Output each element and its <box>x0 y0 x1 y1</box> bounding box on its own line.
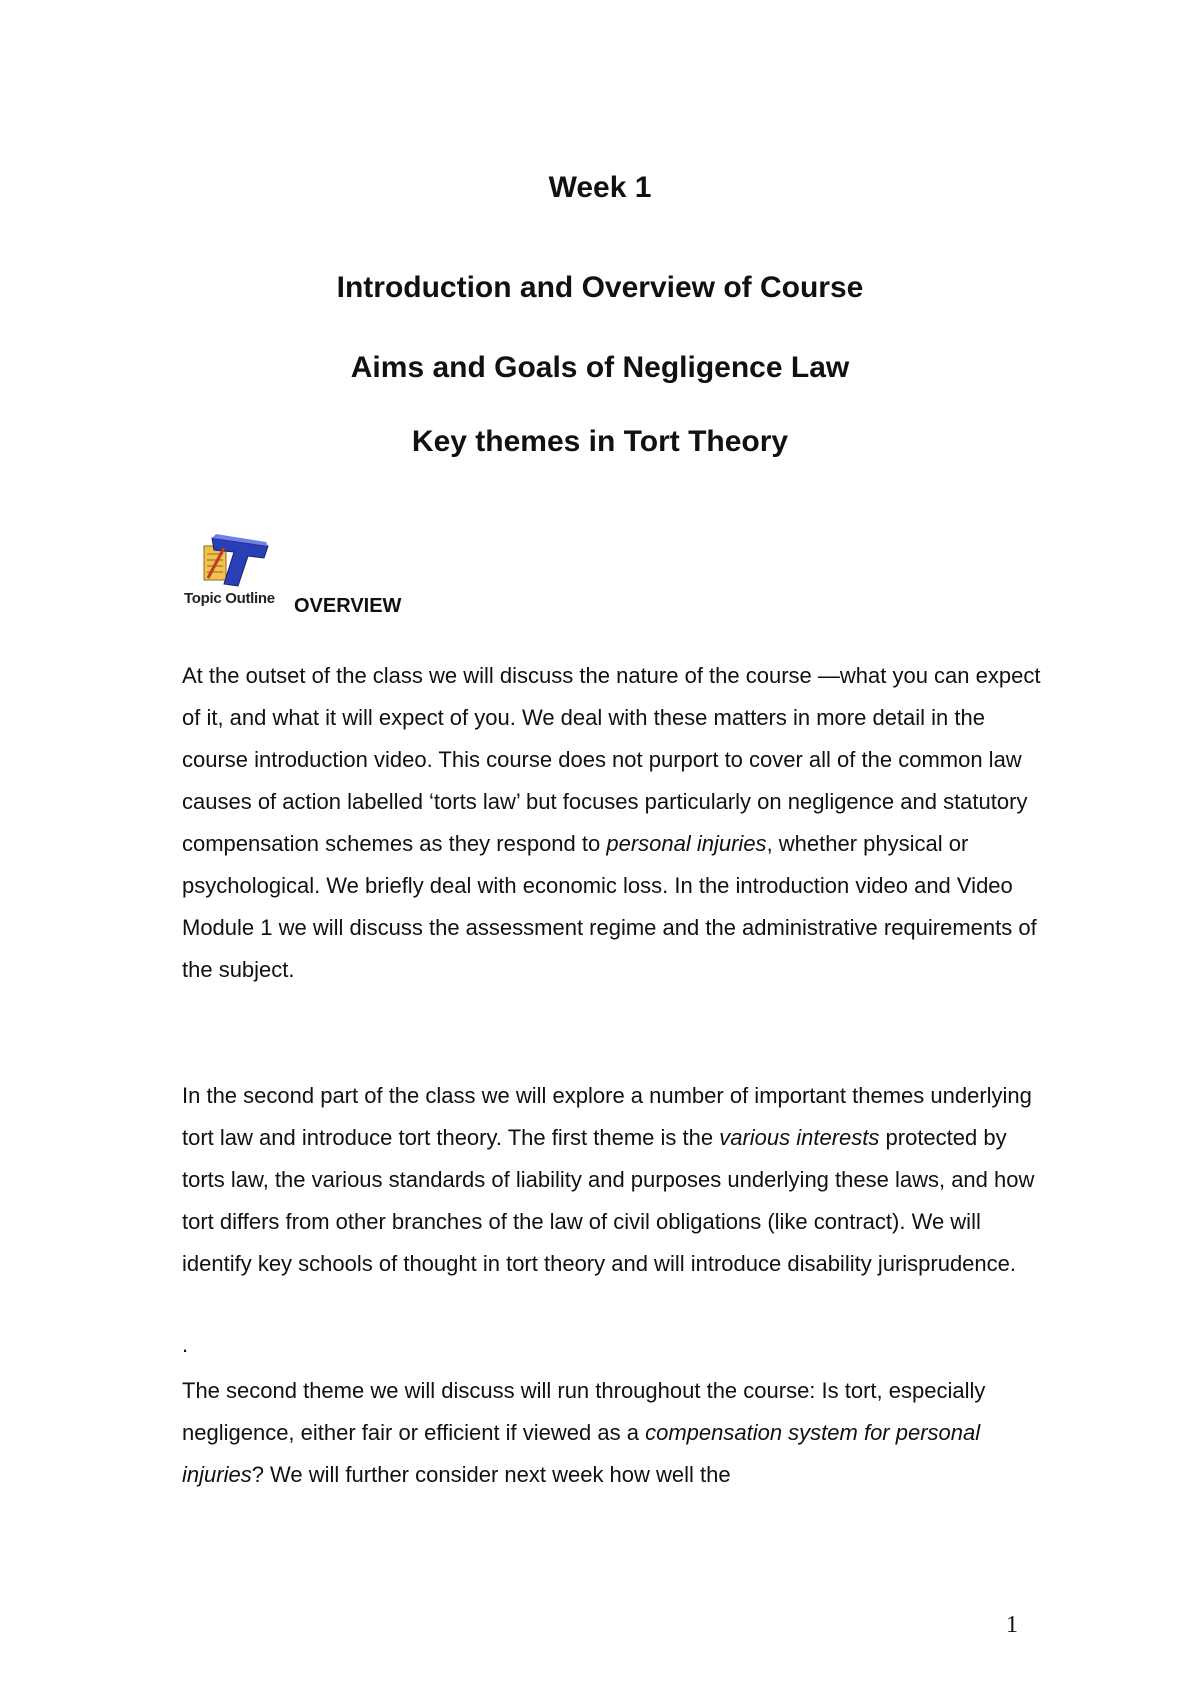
course-overview-heading: Introduction and Overview of Course <box>336 271 864 304</box>
tort-theory-heading: Key themes in Tort Theory <box>411 425 789 458</box>
topic-outline-logo <box>184 532 284 616</box>
paragraph-course-nature <box>182 655 1042 991</box>
paragraph-text: At the outset of the class we will discuss the nature of the course —what you can expect of it, and what it will expect of you. We deal with these matters in more detail in the course introduction video. This course does not purport to cover all of the common law causes of action labelled ‘torts law’ but focuses particularly on negligence and statutory compensation schemes as they respond to <box>182 663 1041 856</box>
paragraph-text: In the second part of the class we will explore a number of important themes underlying tort law and introduce tort theory. The first theme is the <box>182 1083 1032 1150</box>
overview-label: OVERVIEW <box>294 595 402 617</box>
emphasis-text: various interests <box>719 1125 880 1150</box>
emphasis-text: compensation system for personal injuries <box>182 1420 981 1487</box>
paragraph-text: , whether physical or psychological. We briefly deal with economic loss. In the introduction video and Video Module 1 we will discuss the assessment regime and the administrative requirements of the subject. <box>182 831 1037 982</box>
paragraph-text: ? We will further consider next week how well the <box>251 1462 731 1487</box>
paragraph-tort-themes <box>182 1075 1042 1285</box>
negligence-aims-heading: Aims and Goals of Negligence Law <box>350 351 850 384</box>
topic-outline-label: Topic Outline <box>184 590 275 607</box>
paragraph-text: protected by torts law, the various standards of liability and purposes underlying these laws, and how tort differs from other branches of the law of civil obligations (like contract). We will identify key schools of thought in tort theory and will introduce disability jurisprudence. <box>182 1125 1035 1276</box>
separator-dot: . <box>182 1332 189 1357</box>
paragraph-text: The second theme we will discuss will run throughout the course: Is tort, especially negligence, either fair or efficient if viewed as a <box>182 1378 986 1445</box>
page-number: 1 <box>1006 1612 1018 1638</box>
topic-outline-icon <box>194 532 274 592</box>
week-heading: Week 1 <box>548 171 652 204</box>
paragraph-compensation-theme <box>182 1370 1042 1496</box>
emphasis-text: personal injuries <box>606 831 767 856</box>
